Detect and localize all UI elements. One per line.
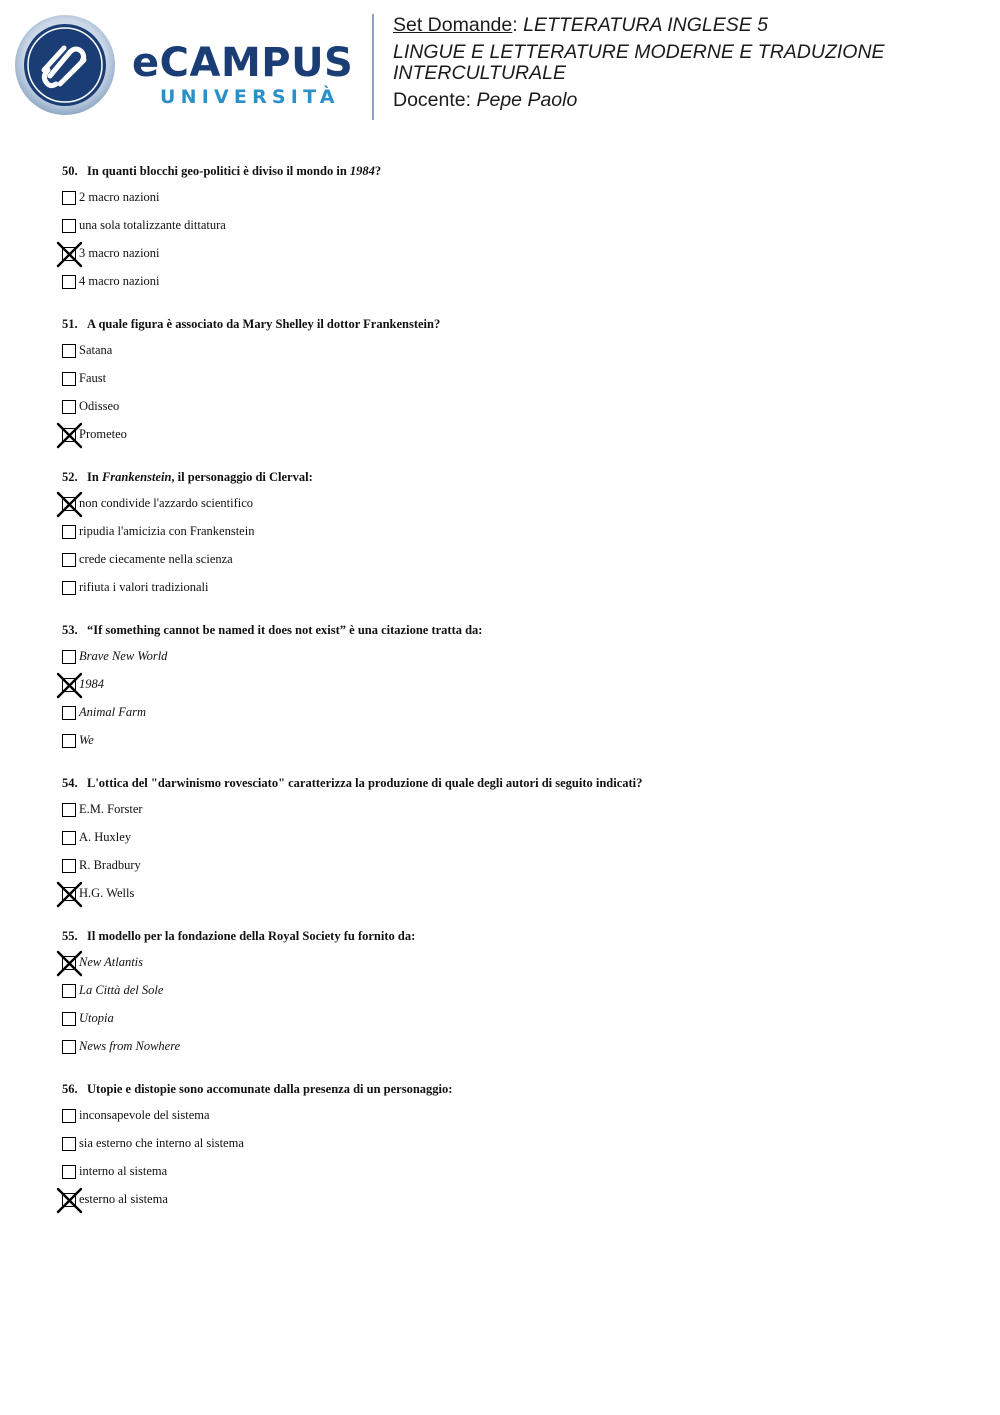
question-text-italic: Frankenstein bbox=[101, 470, 172, 484]
question-block bbox=[62, 316, 982, 455]
question-number: 55. bbox=[62, 929, 78, 943]
checkbox[interactable] bbox=[62, 525, 76, 539]
ecampus-emblem-icon bbox=[14, 14, 116, 116]
checkbox[interactable] bbox=[62, 219, 76, 233]
answer-option[interactable] bbox=[62, 1192, 982, 1220]
cross-mark-icon bbox=[56, 672, 83, 699]
question-text: Il modello per la fondazione della Royal Society fu fornito da: bbox=[87, 929, 416, 943]
answer-option-label: esterno al sistema bbox=[79, 1192, 168, 1206]
checked-checkbox[interactable] bbox=[62, 956, 76, 970]
question-number: 50. bbox=[62, 164, 78, 178]
question-block bbox=[62, 163, 982, 302]
checked-checkbox[interactable] bbox=[62, 497, 76, 511]
answer-option[interactable] bbox=[62, 1164, 982, 1192]
question-number: 52. bbox=[62, 470, 78, 484]
answer-option-label: Satana bbox=[79, 343, 113, 357]
set-label: Set Domande bbox=[393, 14, 513, 36]
question-text: In quanti blocchi geo-politici è diviso il mondo in bbox=[87, 164, 350, 178]
answer-option-label: sia esterno che interno al sistema bbox=[79, 1136, 244, 1150]
logo-brand: eCAMPUS bbox=[132, 40, 354, 86]
answer-option[interactable] bbox=[62, 1136, 982, 1164]
answer-option-label: inconsapevole del sistema bbox=[79, 1108, 210, 1122]
question-block bbox=[62, 775, 982, 914]
question-text-end: ? bbox=[374, 164, 382, 178]
answer-option-label: Odisseo bbox=[79, 399, 120, 413]
answer-option-label: 2 macro nazioni bbox=[79, 190, 160, 204]
answer-option[interactable] bbox=[62, 1011, 982, 1039]
answer-option-label: interno al sistema bbox=[79, 1164, 168, 1178]
checkbox[interactable] bbox=[62, 1109, 76, 1123]
cross-mark-icon bbox=[56, 950, 83, 977]
question-text: A quale figura è associato da Mary Shelley il dottor Frankenstein? bbox=[87, 317, 441, 331]
answer-option-label: We bbox=[79, 733, 94, 747]
checkbox[interactable] bbox=[62, 191, 76, 205]
checkbox[interactable] bbox=[62, 734, 76, 748]
header-divider bbox=[372, 14, 374, 120]
teacher-name: Pepe Paolo bbox=[476, 89, 578, 111]
logo-subtitle: UNIVERSITÀ bbox=[160, 86, 340, 108]
answer-option[interactable] bbox=[62, 886, 982, 914]
checkbox[interactable] bbox=[62, 553, 76, 567]
teacher-row bbox=[393, 90, 983, 111]
answer-option-label: H.G. Wells bbox=[79, 886, 135, 900]
question-title bbox=[62, 469, 982, 485]
question-title bbox=[62, 622, 982, 638]
answer-option-label: Utopia bbox=[79, 1011, 114, 1025]
answer-option-label: 3 macro nazioni bbox=[79, 246, 160, 260]
checkbox[interactable] bbox=[62, 581, 76, 595]
question-text-italic: 1984 bbox=[349, 164, 375, 178]
question-number: 53. bbox=[62, 623, 78, 637]
ecampus-logo-emblem bbox=[14, 14, 116, 116]
question-text: In bbox=[87, 470, 102, 484]
cross-mark-icon bbox=[56, 491, 83, 518]
answer-option[interactable] bbox=[62, 246, 982, 274]
checkbox[interactable] bbox=[62, 650, 76, 664]
answer-option[interactable] bbox=[62, 649, 982, 677]
ecampus-logo-text bbox=[132, 42, 357, 112]
checkbox[interactable] bbox=[62, 400, 76, 414]
question-text: L'ottica del "darwinismo rovesciato" caratterizza la produzione di quale degli autori di seguito indicati? bbox=[87, 776, 643, 790]
question-text-end: , il personaggio di Clerval: bbox=[171, 470, 313, 484]
cross-mark-icon bbox=[56, 241, 83, 268]
answer-option-label: A. Huxley bbox=[79, 830, 132, 844]
question-number: 56. bbox=[62, 1082, 78, 1096]
cross-mark-icon bbox=[56, 422, 83, 449]
question-title bbox=[62, 316, 982, 332]
answer-option[interactable] bbox=[62, 705, 982, 733]
checkbox[interactable] bbox=[62, 859, 76, 873]
answer-option[interactable] bbox=[62, 552, 982, 580]
question-title bbox=[62, 928, 982, 944]
answer-option-label: Brave New World bbox=[79, 649, 168, 663]
answer-option[interactable] bbox=[62, 830, 982, 858]
answer-option[interactable] bbox=[62, 955, 982, 983]
answer-option-label: ripudia l'amicizia con Frankenstein bbox=[79, 524, 255, 538]
checked-checkbox[interactable] bbox=[62, 247, 76, 261]
checkbox[interactable] bbox=[62, 803, 76, 817]
checkbox[interactable] bbox=[62, 372, 76, 386]
question-list bbox=[62, 163, 982, 1234]
answer-option[interactable] bbox=[62, 427, 982, 455]
checked-checkbox[interactable] bbox=[62, 678, 76, 692]
question-title bbox=[62, 775, 982, 791]
checkbox[interactable] bbox=[62, 984, 76, 998]
question-block bbox=[62, 1081, 982, 1220]
answer-option-label: crede ciecamente nella scienza bbox=[79, 552, 233, 566]
answer-option-label: La Città del Sole bbox=[79, 983, 164, 997]
answer-option[interactable] bbox=[62, 1108, 982, 1136]
answer-option-label: Faust bbox=[79, 371, 107, 385]
answer-option-label: una sola totalizzante dittatura bbox=[79, 218, 226, 232]
answer-option[interactable] bbox=[62, 983, 982, 1011]
checkbox[interactable] bbox=[62, 1165, 76, 1179]
answer-option[interactable] bbox=[62, 274, 982, 302]
question-text: “If something cannot be named it does not exist” è una citazione tratta da: bbox=[87, 623, 483, 637]
checkbox[interactable] bbox=[62, 831, 76, 845]
answer-option-label: New Atlantis bbox=[79, 955, 144, 969]
question-text: Utopie e distopie sono accomunate dalla presenza di un personaggio: bbox=[87, 1082, 453, 1096]
answer-option[interactable] bbox=[62, 371, 982, 399]
answer-option[interactable] bbox=[62, 580, 982, 608]
answer-option-label: 4 macro nazioni bbox=[79, 274, 160, 288]
question-title bbox=[62, 163, 982, 179]
answer-option-label: 1984 bbox=[79, 677, 104, 691]
checkbox[interactable] bbox=[62, 275, 76, 289]
answer-option-label: Animal Farm bbox=[79, 705, 147, 719]
cross-mark-icon bbox=[56, 1187, 83, 1214]
set-row bbox=[393, 15, 983, 36]
answer-option[interactable] bbox=[62, 399, 982, 427]
course-info bbox=[393, 15, 983, 117]
answer-option[interactable] bbox=[62, 733, 982, 761]
program-name: LINGUE E LETTERATURE MODERNE E TRADUZIONE INTERCULTURALE bbox=[393, 41, 885, 84]
answer-option[interactable] bbox=[62, 218, 982, 246]
checkbox[interactable] bbox=[62, 706, 76, 720]
checked-checkbox[interactable] bbox=[62, 887, 76, 901]
question-block bbox=[62, 469, 982, 608]
question-title bbox=[62, 1081, 982, 1097]
answer-option[interactable] bbox=[62, 496, 982, 524]
checked-checkbox[interactable] bbox=[62, 428, 76, 442]
answer-option-label: E.M. Forster bbox=[79, 802, 143, 816]
answer-option-label: News from Nowhere bbox=[79, 1039, 181, 1053]
answer-option-label: rifiuta i valori tradizionali bbox=[79, 580, 209, 594]
checkbox[interactable] bbox=[62, 344, 76, 358]
question-number: 51. bbox=[62, 317, 78, 331]
teacher-label: Docente: bbox=[393, 89, 472, 111]
answer-option[interactable] bbox=[62, 1039, 982, 1067]
question-block bbox=[62, 622, 982, 761]
course-name: LETTERATURA INGLESE 5 bbox=[523, 14, 768, 36]
answer-option[interactable] bbox=[62, 524, 982, 552]
answer-option-label: R. Bradbury bbox=[79, 858, 141, 872]
checkbox[interactable] bbox=[62, 1137, 76, 1151]
page-header bbox=[0, 0, 1000, 135]
checked-checkbox[interactable] bbox=[62, 1193, 76, 1207]
checkbox[interactable] bbox=[62, 1040, 76, 1054]
question-number: 54. bbox=[62, 776, 78, 790]
checkbox[interactable] bbox=[62, 1012, 76, 1026]
answer-option[interactable] bbox=[62, 343, 982, 371]
answer-option[interactable] bbox=[62, 858, 982, 886]
cross-mark-icon bbox=[56, 881, 83, 908]
answer-option-label: Prometeo bbox=[79, 427, 127, 441]
set-colon: : bbox=[512, 14, 518, 36]
question-block bbox=[62, 928, 982, 1067]
answer-option-label: non condivide l'azzardo scientifico bbox=[79, 496, 254, 510]
answer-option[interactable] bbox=[62, 677, 982, 705]
answer-option[interactable] bbox=[62, 802, 982, 830]
answer-option[interactable] bbox=[62, 190, 982, 218]
